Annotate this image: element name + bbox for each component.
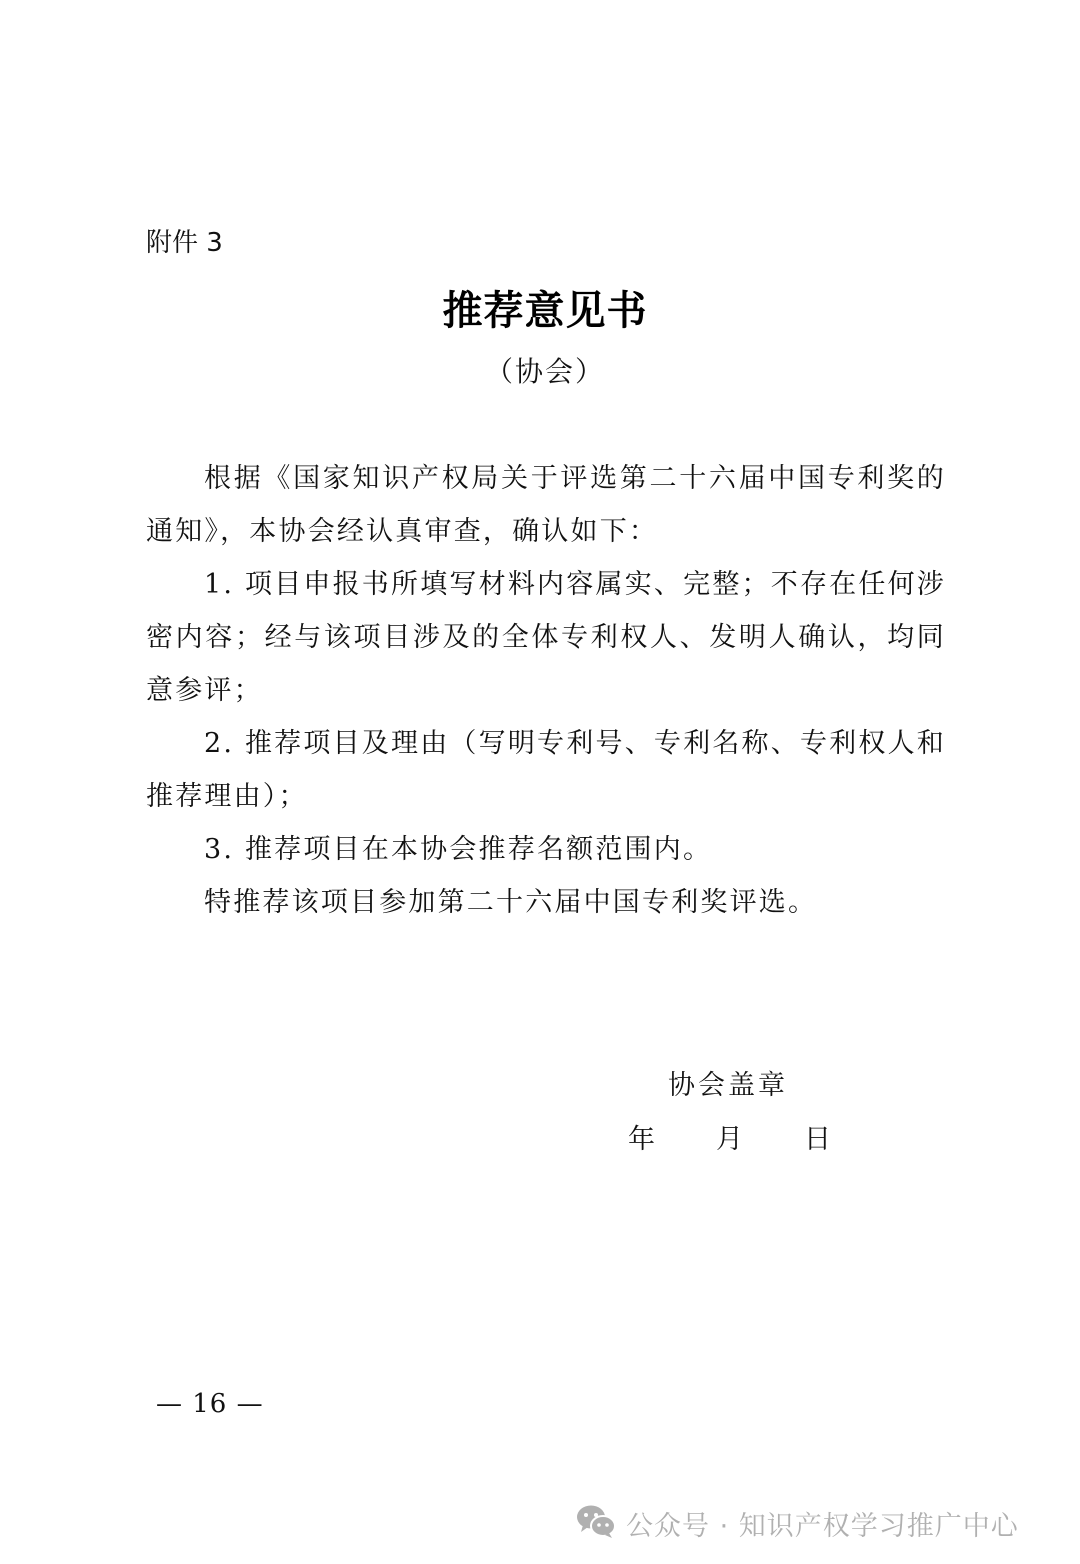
watermark — [576, 1504, 1019, 1550]
paragraph-intro: 根据《国家知识产权局关于评选第二十六届中国专利奖的通知》，本协会经认真审查，确认如下： — [146, 463, 946, 547]
document-body — [146, 452, 946, 929]
paragraph-item-1: 1. 项目申报书所填写材料内容属实、完整；不存在任何涉密内容；经与该项目涉及的全体专利权人、发明人确认，均同意参评； — [146, 569, 946, 706]
attachment-label: 附件 3 — [146, 228, 223, 258]
paragraph-closing: 特推荐该项目参加第二十六届中国专利奖评选。 — [204, 887, 818, 918]
document-subtitle: （协会） — [484, 355, 605, 388]
paragraph-item-3: 3. 推荐项目在本协会推荐名额范围内。 — [204, 834, 713, 865]
watermark-text: 公众号 · 知识产权学习推广中心 — [626, 1511, 1019, 1542]
date-month: 月 — [716, 1124, 743, 1155]
seal-label: 协会盖章 — [668, 1070, 788, 1101]
date-day: 日 — [804, 1124, 831, 1155]
document-title: 推荐意见书 — [442, 287, 648, 334]
wechat-icon — [576, 1504, 626, 1550]
paragraph-item-2: 2. 推荐项目及理由（写明专利号、专利名称、专利权人和推荐理由）； — [146, 728, 946, 812]
date-year: 年 — [628, 1124, 655, 1155]
page-number: — 16 — — [156, 1389, 264, 1419]
date-line — [628, 1120, 831, 1160]
